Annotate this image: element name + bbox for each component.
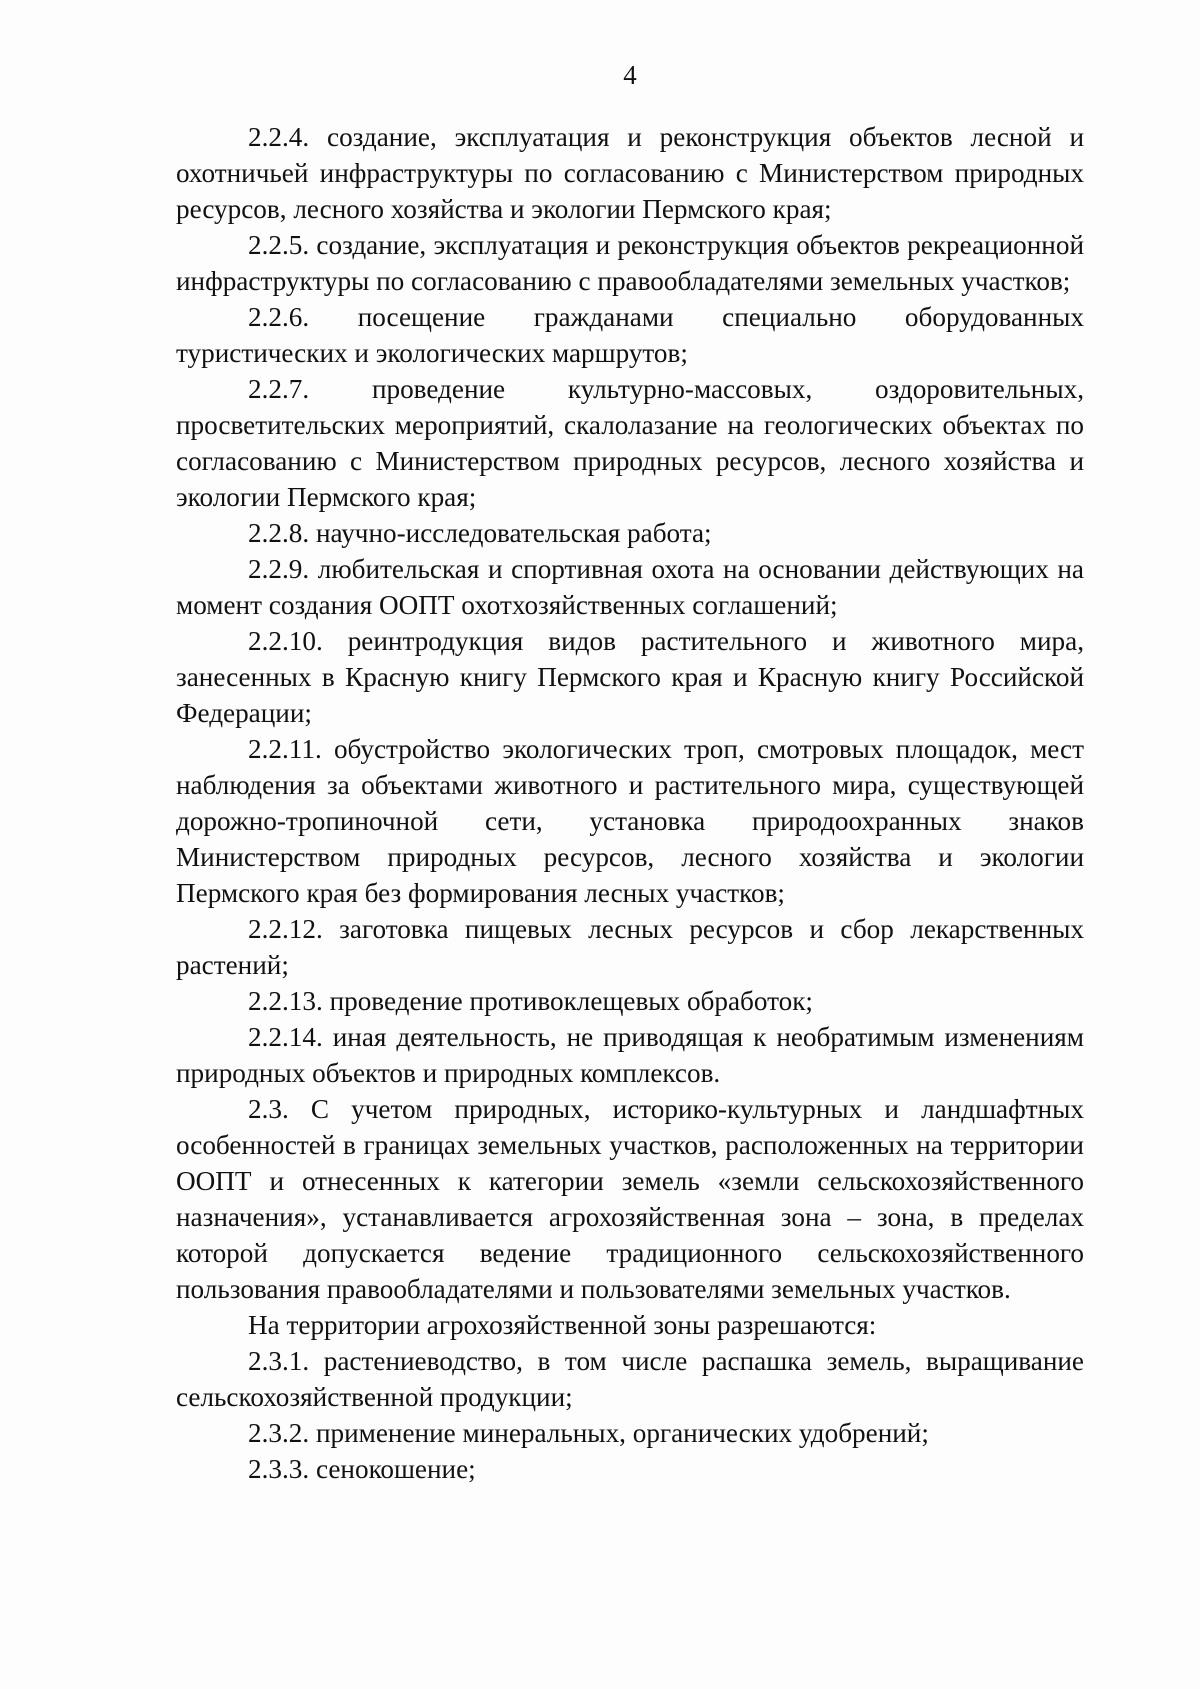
document-body <box>176 119 1084 1487</box>
paragraph-2-2-5: 2.2.5. создание, эксплуатация и реконструкция объектов рекреационной инфраструктуры по согласованию с правообладателями земельных участков; <box>176 230 1084 296</box>
page-number: 4 <box>623 60 637 90</box>
paragraph-2-2-11: 2.2.11. обустройство экологических троп, смотровых площадок, мест наблюдения за объектами животного и растительного мира, существующей дорожно-тропиночной сети, установка природоохранных знаков Министерством природных ресурсов, лесного хозяйства и экологии Пермского края без формирования лесных участков; <box>176 734 1084 908</box>
paragraph-2-2-6: 2.2.6. посещение гражданами специально оборудованных туристических и экологических маршрутов; <box>176 302 1084 368</box>
paragraph-2-3: 2.3. С учетом природных, историко-культурных и ландшафтных особенностей в границах земельных участков, расположенных на территории ООПТ и отнесенных к категории земель «земли сельскохозяйственного назначения», устанавливается агрохозяйственная зона – зона, в пределах которой допускается ведение традиционного сельскохозяйственного пользования правообладателями и пользователями земельных участков. <box>176 1094 1084 1304</box>
paragraph-2-2-4: 2.2.4. создание, эксплуатация и реконструкция объектов лесной и охотничьей инфраструктуры по согласованию с Министерством природных ресурсов, лесного хозяйства и экологии Пермского края; <box>176 122 1084 224</box>
paragraph-2-2-14: 2.2.14. иная деятельность, не приводящая к необратимым изменениям природных объектов и природных комплексов. <box>176 1022 1084 1088</box>
paragraph-2-2-9: 2.2.9. любительская и спортивная охота на основании действующих на момент создания ООПТ охотхозяйственных соглашений; <box>176 554 1084 620</box>
paragraph-2-3-3: 2.3.3. сенокошение; <box>248 1454 476 1484</box>
paragraph-2-3-2: 2.3.2. применение минеральных, органических удобрений; <box>248 1418 929 1448</box>
paragraph-2-2-12: 2.2.12. заготовка пищевых лесных ресурсов и сбор лекарственных растений; <box>176 914 1084 980</box>
paragraph-2-2-8: 2.2.8. научно-исследовательская работа; <box>248 518 712 548</box>
paragraph-2-2-10: 2.2.10. реинтродукция видов растительного и животного мира, занесенных в Красную книгу Пермского края и Красную книгу Российской Федерации; <box>176 626 1084 728</box>
paragraph-agro-zone-intro: На территории агрохозяйственной зоны разрешаются: <box>248 1310 877 1340</box>
paragraph-2-2-7: 2.2.7. проведение культурно-массовых, оздоровительных, просветительских мероприятий, скалолазание на геологических объектах по согласованию с Министерством природных ресурсов, лесного хозяйства и экологии Пермского края; <box>176 374 1084 512</box>
paragraph-2-3-1: 2.3.1. растениеводство, в том числе распашка земель, выращивание сельскохозяйственной продукции; <box>176 1346 1084 1412</box>
paragraph-2-2-13: 2.2.13. проведение противоклещевых обработок; <box>248 986 813 1016</box>
